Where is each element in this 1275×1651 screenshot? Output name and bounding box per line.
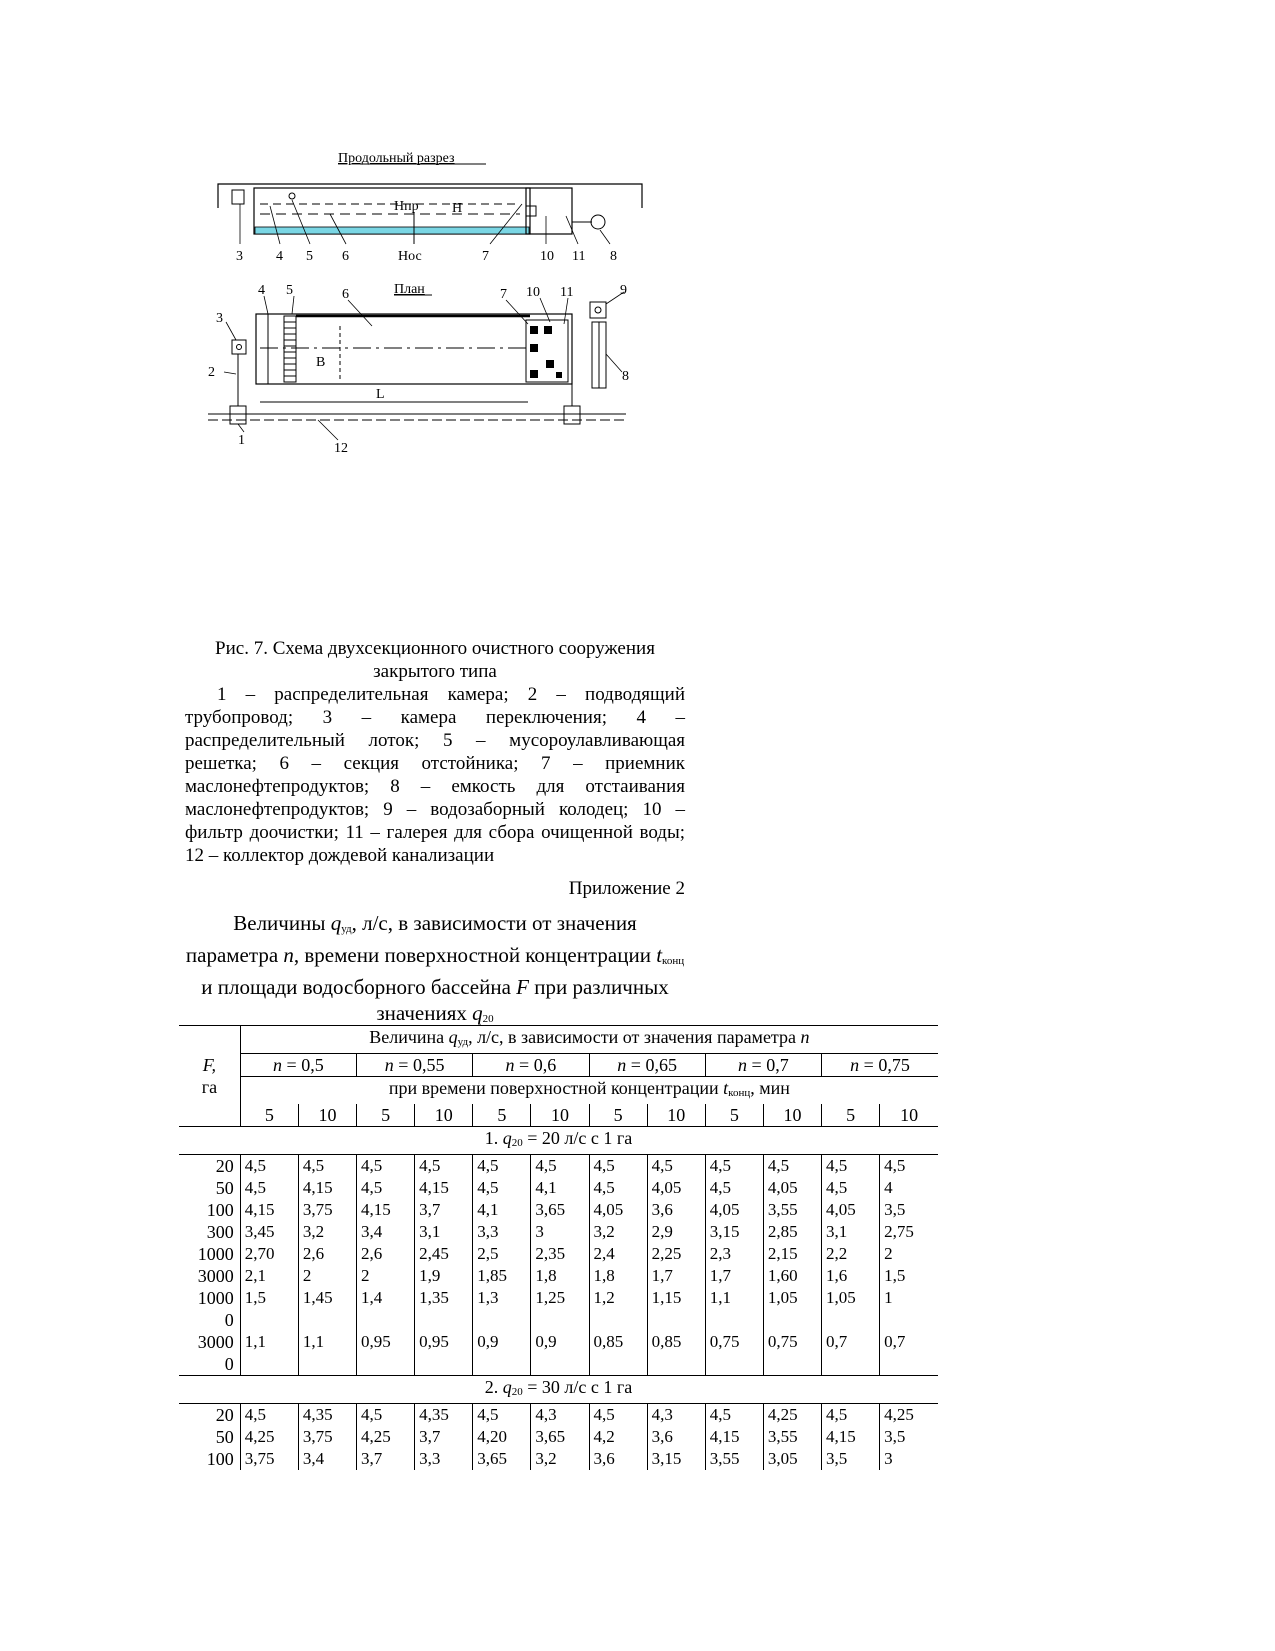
treatment-facility-schematic (200, 148, 680, 478)
table-row (179, 1155, 938, 1178)
q-value-cell: 4,35 (298, 1404, 356, 1427)
q-value-cell: 4,15 (705, 1426, 763, 1448)
q-value-cell: 4,5 (880, 1155, 938, 1178)
q-value-cell: 4,35 (415, 1404, 473, 1427)
header-row-n (179, 1054, 938, 1077)
f-value: 20 (215, 1405, 234, 1425)
q-value-cell: 1,1 (240, 1331, 298, 1376)
q-value-cell: 4,05 (763, 1177, 821, 1199)
q-value-cell: 4,5 (415, 1155, 473, 1178)
q-value-cell: 3,55 (763, 1426, 821, 1448)
q-value-cell: 0,9 (531, 1331, 589, 1376)
q-value-cell: 1,85 (473, 1265, 531, 1287)
q-value-cell: 1,8 (589, 1265, 647, 1287)
q-value-cell: 3,6 (647, 1199, 705, 1221)
section-view-title: Продольный разрез (338, 151, 455, 166)
section-title: 1. q20 = 20 л/с с 1 га (179, 1127, 938, 1155)
plan-label-10: 10 (526, 285, 540, 300)
figure-caption-legend: 1 – распределительная камера; 2 – подводящий трубопровод; 3 – камера переключения; 4 – распределительный лоток; 5 – мусороулавливающая решетка; 6 – секция отстойника; 7 – приемник маслонефтепродуктов; 8 – емкость для отстаивания маслонефтепродуктов; 9 – водозаборный колодец; 10 – фильтр доочистки; 11 – галерея для сбора очищенной воды; 12 – коллектор дождевой канализации (185, 684, 685, 866)
q-value-cell: 3,5 (880, 1199, 938, 1221)
plan-label-9: 9 (620, 283, 627, 298)
f-value: 3000 0 (179, 1331, 240, 1376)
section-label-4: 4 (276, 249, 283, 264)
q-value-cell: 3,1 (822, 1221, 880, 1243)
minutes-header-1: 10 (298, 1104, 356, 1127)
q-value-cell: 4,15 (240, 1199, 298, 1221)
n-header-0: n = 0,5 (240, 1054, 356, 1077)
header-row-minutes (179, 1104, 938, 1127)
section-label-8: 8 (610, 249, 617, 264)
q-value-cell: 4,1 (473, 1199, 531, 1221)
q-value-cell: 3,7 (415, 1199, 473, 1221)
q-value-cell: 4,5 (473, 1155, 531, 1178)
q-value-cell: 3,4 (357, 1221, 415, 1243)
q-value-cell: 4,15 (357, 1199, 415, 1221)
f-value: 300 (206, 1222, 234, 1242)
q-value-cell: 4,5 (589, 1177, 647, 1199)
q-value-cell: 4,5 (822, 1177, 880, 1199)
q-value-cell: 4 (880, 1177, 938, 1199)
q-value-cell: 4,5 (647, 1155, 705, 1178)
f-value: 1000 (197, 1244, 234, 1264)
header-row-main (179, 1026, 938, 1054)
q-value-cell: 4,5 (763, 1155, 821, 1178)
plan-label-7: 7 (500, 287, 507, 302)
q-value-cell: 1,05 (822, 1287, 880, 1331)
plan-label-12: 12 (334, 441, 348, 456)
figure-caption-title: Рис. 7. Схема двухсекционного очистного сооружения закрытого типа (215, 638, 655, 682)
q-value-cell: 4,25 (240, 1426, 298, 1448)
q-value-cell: 0,7 (880, 1331, 938, 1376)
appendix-label: Приложение 2 (568, 878, 685, 899)
f-value: 100 (206, 1200, 234, 1220)
section-label-7: 7 (482, 249, 489, 264)
table-row (179, 1199, 938, 1221)
n-header-3: n = 0,65 (589, 1054, 705, 1077)
section-label-6: 6 (342, 249, 349, 264)
q-value-cell: 4,5 (822, 1155, 880, 1178)
minutes-header-8: 5 (705, 1104, 763, 1127)
q-value-cell: 3,7 (415, 1426, 473, 1448)
f-value: 100 (206, 1449, 234, 1469)
q-value-cell: 4,5 (589, 1155, 647, 1178)
q-value-cell: 4,5 (705, 1177, 763, 1199)
section-label-nos: Нос (398, 249, 422, 264)
dimension-l: L (376, 387, 385, 402)
q-value-cell: 2 (298, 1265, 356, 1287)
q-value-cell: 4,1 (531, 1177, 589, 1199)
q-value-cell: 1,60 (763, 1265, 821, 1287)
table-row (179, 1426, 938, 1448)
q-value-cell: 4,2 (589, 1426, 647, 1448)
q-value-cell: 2,70 (240, 1243, 298, 1265)
table-row (179, 1448, 938, 1470)
q-value-cell: 2,5 (473, 1243, 531, 1265)
q-value-cell: 3,5 (822, 1448, 880, 1470)
label-h: H (452, 201, 463, 216)
q-value-cell: 4,05 (647, 1177, 705, 1199)
schematic-figure (200, 148, 680, 478)
label-npr: Нпр (394, 199, 419, 214)
q-value-cell: 4,3 (531, 1404, 589, 1427)
f-value: 20 (215, 1156, 234, 1176)
section-header-row (179, 1127, 938, 1155)
section-label-3: 3 (236, 249, 243, 264)
q-value-cell: 1,5 (240, 1287, 298, 1331)
q-value-cell: 4,5 (473, 1404, 531, 1427)
section-header-row (179, 1376, 938, 1404)
q-value-cell: 3,55 (763, 1199, 821, 1221)
q-value-cell: 2,75 (880, 1221, 938, 1243)
f-value: 1000 0 (197, 1288, 234, 1330)
q-value-cell: 1,4 (357, 1287, 415, 1331)
q-value-cell: 3,3 (415, 1448, 473, 1470)
q-value-cell: 2,3 (705, 1243, 763, 1265)
plan-label-5: 5 (286, 283, 293, 298)
header-time: при времени поверхностной концентрации tконц, мин (240, 1077, 938, 1105)
q-value-cell: 3,15 (705, 1221, 763, 1243)
minutes-header-10: 5 (822, 1104, 880, 1127)
header-main: Величина qуд, л/с, в зависимости от значения параметра n (240, 1026, 938, 1054)
f-value: 3000 (197, 1266, 234, 1286)
q-value-cell: 3,75 (240, 1448, 298, 1470)
q-value-cell: 2,1 (240, 1265, 298, 1287)
plan-label-6: 6 (342, 287, 349, 302)
table-row (179, 1243, 938, 1265)
q-value-cell: 4,5 (589, 1404, 647, 1427)
q-value-cell: 3,65 (531, 1199, 589, 1221)
q-value-cell: 2,35 (531, 1243, 589, 1265)
section-label-11: 11 (572, 249, 586, 264)
q-value-cell: 3,2 (531, 1448, 589, 1470)
minutes-header-4: 5 (473, 1104, 531, 1127)
q-value-cell: 3,5 (880, 1426, 938, 1448)
q-value-cell: 1,8 (531, 1265, 589, 1287)
q-value-cell: 2,9 (647, 1221, 705, 1243)
q-value-cell: 3,65 (531, 1426, 589, 1448)
q-value-cell: 4,25 (880, 1404, 938, 1427)
q-value-cell: 0,95 (357, 1331, 415, 1376)
q-value-cell: 1,6 (822, 1265, 880, 1287)
q-value-cell: 1,1 (298, 1331, 356, 1376)
section-title: 2. q20 = 30 л/с с 1 га (179, 1376, 938, 1404)
section-label-5: 5 (306, 249, 313, 264)
table-row (179, 1221, 938, 1243)
q-values-table (179, 1025, 938, 1470)
q-value-cell: 4,5 (531, 1155, 589, 1178)
plan-label-2: 2 (208, 365, 215, 380)
table-row (179, 1404, 938, 1427)
q-value-cell: 3,65 (473, 1448, 531, 1470)
q-value-cell: 3,2 (298, 1221, 356, 1243)
q-value-cell: 1,5 (880, 1265, 938, 1287)
n-header-5: n = 0,75 (822, 1054, 939, 1077)
q-value-cell: 0,9 (473, 1331, 531, 1376)
minutes-header-9: 10 (763, 1104, 821, 1127)
q-value-cell: 3,45 (240, 1221, 298, 1243)
q-value-cell: 3,05 (763, 1448, 821, 1470)
plan-label-8: 8 (622, 369, 629, 384)
q-value-cell: 4,15 (298, 1177, 356, 1199)
q-value-cell: 3,6 (589, 1448, 647, 1470)
minutes-header-5: 10 (531, 1104, 589, 1127)
q-value-cell: 2 (880, 1243, 938, 1265)
q-value-cell: 4,25 (763, 1404, 821, 1427)
plan-view-title: План (394, 282, 425, 297)
q-value-cell: 3,75 (298, 1199, 356, 1221)
q-value-cell: 1,7 (647, 1265, 705, 1287)
q-value-cell: 0,75 (705, 1331, 763, 1376)
q-value-cell: 3,6 (647, 1426, 705, 1448)
n-header-2: n = 0,6 (473, 1054, 589, 1077)
q-value-cell: 4,15 (415, 1177, 473, 1199)
table-row (179, 1265, 938, 1287)
q-value-cell: 1,2 (589, 1287, 647, 1331)
q-value-cell: 3,75 (298, 1426, 356, 1448)
q-value-cell: 1,7 (705, 1265, 763, 1287)
q-value-cell: 2 (357, 1265, 415, 1287)
q-value-cell: 4,5 (357, 1177, 415, 1199)
plan-label-1: 1 (238, 433, 245, 448)
q-value-cell: 2,45 (415, 1243, 473, 1265)
minutes-header-2: 5 (357, 1104, 415, 1127)
q-value-cell: 4,5 (357, 1404, 415, 1427)
q-value-cell: 4,3 (647, 1404, 705, 1427)
q-value-cell: 1,45 (298, 1287, 356, 1331)
q-value-cell: 3,4 (298, 1448, 356, 1470)
q-value-cell: 3,3 (473, 1221, 531, 1243)
q-value-cell: 3,7 (357, 1448, 415, 1470)
minutes-header-0: 5 (240, 1104, 298, 1127)
f-column-header: F, га (179, 1026, 240, 1127)
q-value-cell: 4,05 (589, 1199, 647, 1221)
plan-label-4: 4 (258, 283, 265, 298)
q-value-cell: 4,5 (240, 1404, 298, 1427)
q-value-cell: 1,3 (473, 1287, 531, 1331)
q-value-cell: 1,1 (705, 1287, 763, 1331)
q-value-cell: 4,05 (705, 1199, 763, 1221)
q-value-cell: 4,5 (240, 1177, 298, 1199)
q-value-cell: 1,05 (763, 1287, 821, 1331)
q-value-cell: 0,85 (647, 1331, 705, 1376)
q-value-cell: 2,2 (822, 1243, 880, 1265)
q-value-cell: 2,6 (357, 1243, 415, 1265)
table-row (179, 1177, 938, 1199)
f-value: 50 (215, 1178, 234, 1198)
minutes-header-3: 10 (415, 1104, 473, 1127)
q-value-cell: 2,15 (763, 1243, 821, 1265)
q-value-cell: 1,25 (531, 1287, 589, 1331)
q-value-cell: 4,5 (473, 1177, 531, 1199)
q-value-cell: 0,95 (415, 1331, 473, 1376)
q-value-cell: 4,20 (473, 1426, 531, 1448)
q-value-cell: 4,25 (357, 1426, 415, 1448)
q-value-cell: 3,55 (705, 1448, 763, 1470)
q-value-cell: 2,6 (298, 1243, 356, 1265)
q-value-cell: 4,5 (822, 1404, 880, 1427)
q-value-cell: 4,05 (822, 1199, 880, 1221)
plan-label-3: 3 (216, 311, 223, 326)
minutes-header-6: 5 (589, 1104, 647, 1127)
q-value-cell: 0,85 (589, 1331, 647, 1376)
q-value-cell: 1 (880, 1287, 938, 1331)
q-value-cell: 1,9 (415, 1265, 473, 1287)
q-value-cell: 3,15 (647, 1448, 705, 1470)
section-label-10: 10 (540, 249, 554, 264)
q-value-cell: 3,1 (415, 1221, 473, 1243)
plan-label-11: 11 (560, 285, 574, 300)
minutes-header-7: 10 (647, 1104, 705, 1127)
table-row (179, 1331, 938, 1376)
n-header-4: n = 0,7 (705, 1054, 821, 1077)
minutes-header-11: 10 (880, 1104, 938, 1127)
n-header-1: n = 0,55 (357, 1054, 473, 1077)
q-value-cell: 4,5 (298, 1155, 356, 1178)
q-value-cell: 4,5 (357, 1155, 415, 1178)
q-value-cell: 4,5 (705, 1404, 763, 1427)
q-value-cell: 2,4 (589, 1243, 647, 1265)
q-value-cell: 3 (531, 1221, 589, 1243)
table-title: Величины $q_{уд}$, л/с, в зависимости от значения параметра n, времени поверхностной концентрации $t_{конц}$ и площади водосборного бассейна F при различных значениях $q_{20}$ (185, 911, 685, 1025)
dimension-b: B (316, 355, 326, 370)
q-value-cell: 3 (880, 1448, 938, 1470)
q-value-cell: 2,25 (647, 1243, 705, 1265)
q-value-cell: 1,35 (415, 1287, 473, 1331)
q-value-cell: 3,2 (589, 1221, 647, 1243)
q-value-cell: 4,15 (822, 1426, 880, 1448)
q-value-cell: 0,75 (763, 1331, 821, 1376)
header-row-time (179, 1077, 938, 1105)
q-value-cell: 1,15 (647, 1287, 705, 1331)
q-value-cell: 0,7 (822, 1331, 880, 1376)
q-value-cell: 4,5 (705, 1155, 763, 1178)
f-value: 50 (215, 1427, 234, 1447)
table-row (179, 1287, 938, 1331)
q-value-cell: 4,5 (240, 1155, 298, 1178)
q-value-cell: 2,85 (763, 1221, 821, 1243)
